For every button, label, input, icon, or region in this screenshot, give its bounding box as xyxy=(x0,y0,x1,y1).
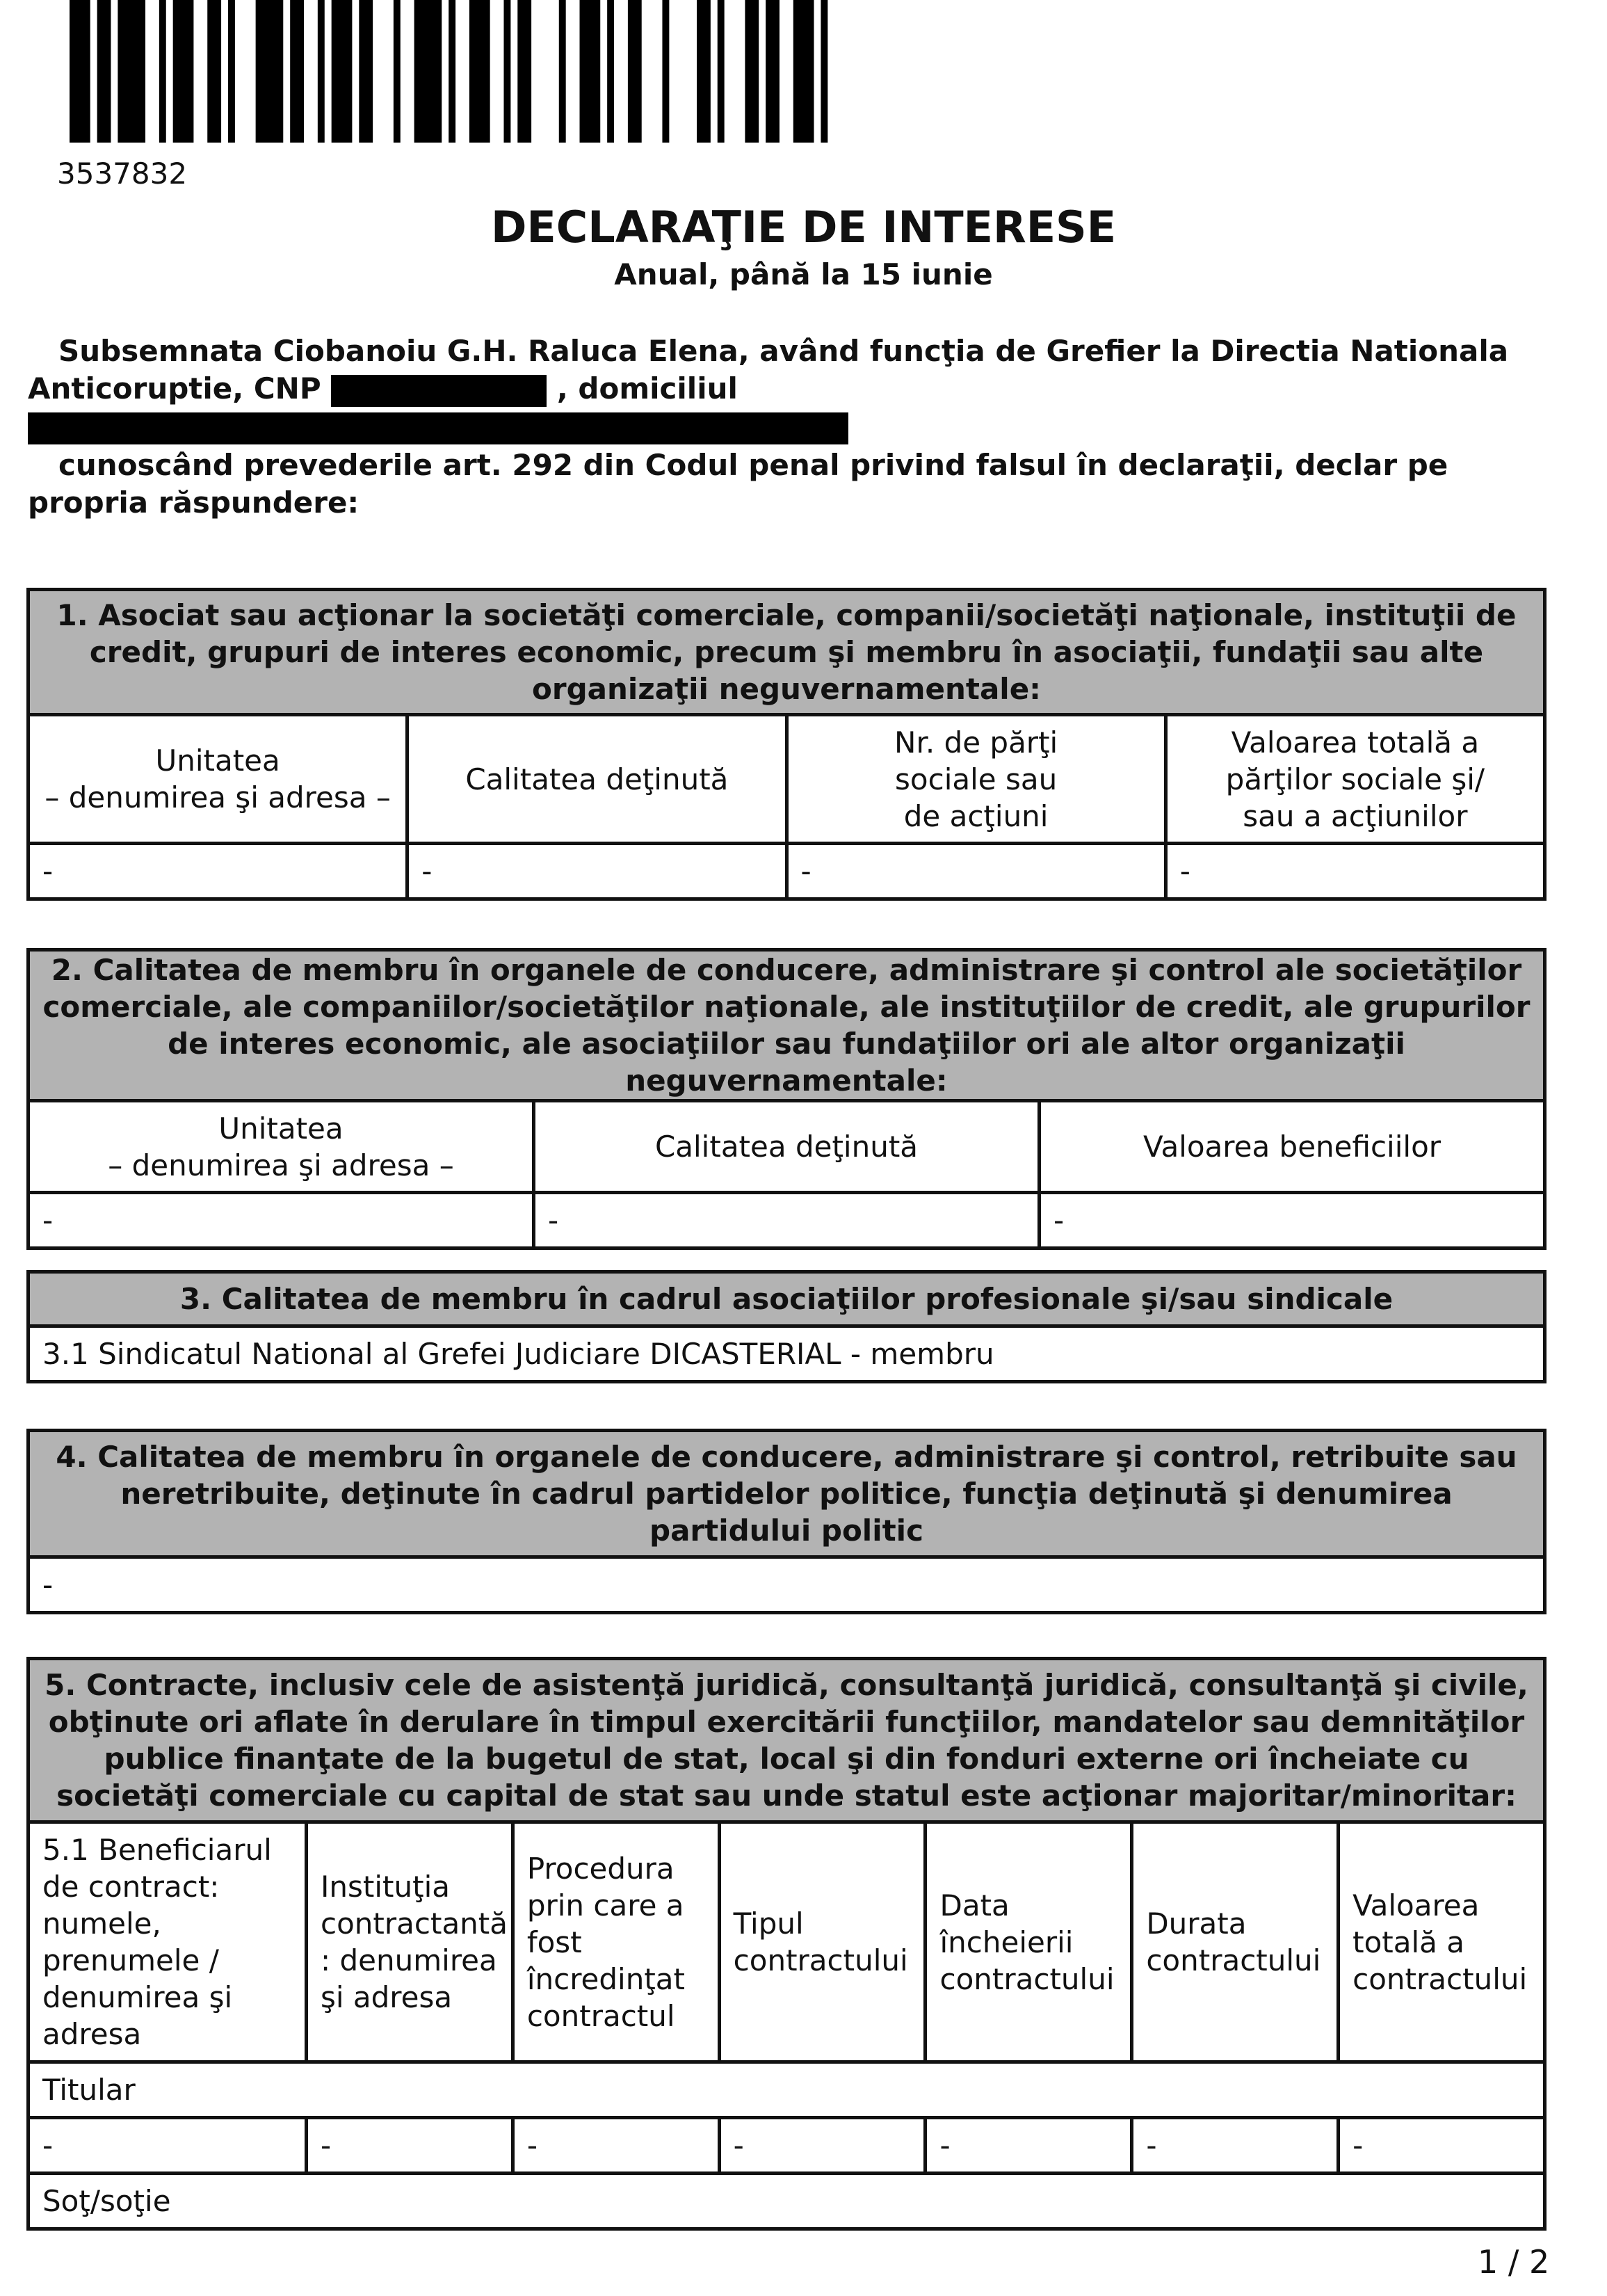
s5-titular-label: Titular xyxy=(29,2062,1545,2118)
section-1-title: 1. Asociat sau acţionar la societăţi comerciale, companii/societăţi naţionale, instituţii de credit, grupuri de interes economic, precum şi membru în asociaţii, fundaţii sau alte organizaţii neguvernamentale: xyxy=(29,590,1545,715)
s2-cell: - xyxy=(534,1193,1040,1249)
document-title: DECLARAŢIE DE INTERESE xyxy=(490,202,1117,252)
section-3-title: 3. Calitatea de membru în cadrul asociaţiilor profesionale şi/sau sindicale xyxy=(29,1272,1545,1326)
s2-cell: - xyxy=(1040,1193,1545,1249)
s5-cell: - xyxy=(307,2118,513,2174)
intro-text-1: Subsemnata Ciobanoiu G.H. Raluca Elena, având funcţia de Grefier la Directia Nationala xyxy=(58,334,1509,368)
s1-cell: - xyxy=(786,844,1165,899)
s5-cell: - xyxy=(29,2118,307,2174)
s1-cell: - xyxy=(1165,844,1544,899)
section-3-table xyxy=(26,1270,1547,1383)
s5-col-procedure: Procedura prin care a fost încredinţat contractul xyxy=(512,1822,719,2062)
s5-col-type: Tipul contractului xyxy=(719,1822,926,2062)
s2-cell: - xyxy=(29,1193,534,1249)
intro-text-4: cunoscând prevederile art. 292 din Codul penal privind falsul în declaraţii, declar pe propria răspundere: xyxy=(28,448,1448,520)
section-2-title: 2. Calitatea de membru în organele de conducere, administrare şi control ale societăţilor comerciale, ale companiilor/societăţilor naţionale, ale instituţiilor de credit, ale grupurilor de interes economic, ale asociaţiilor sau fundaţiilor ori ale altor organizaţii neguvernamentale: xyxy=(29,950,1545,1101)
intro-cnp-label: Anticoruptie, CNP xyxy=(28,371,321,406)
s5-col-beneficiary: 5.1 Beneficiarul de contract: numele, prenumele / denumirea şi adresa xyxy=(29,1822,307,2062)
s4-row: - xyxy=(29,1557,1545,1613)
s1-col-value: Valoarea totală a părţilor sociale şi/ sau a acţiunilor xyxy=(1165,715,1544,844)
section-4-table xyxy=(26,1429,1547,1614)
s5-col-duration: Durata contractului xyxy=(1132,1822,1339,2062)
section-5-table xyxy=(26,1657,1547,2231)
s1-cell: - xyxy=(29,844,407,899)
section-5-title: 5. Contracte, inclusiv cele de asistenţă juridică, consultanţă juridică, consultanţă şi civile, obţinute ori aflate în derulare în timpul exercitării funcţiilor, mandatelor sau demnităţilor publice finanţate de la bugetul de stat, local şi din fonduri externe ori încheiate cu societăţi comerciale cu capital de stat sau unde statul este acţionar majoritar/minoritar: xyxy=(29,1659,1545,1822)
s1-col-unit: Unitatea – denumirea şi adresa – xyxy=(29,715,407,844)
s5-col-institution: Instituţia contractantă : denumirea şi adresa xyxy=(307,1822,513,2062)
s5-cell: - xyxy=(926,2118,1132,2174)
barcode xyxy=(70,0,855,143)
section-4-title: 4. Calitatea de membru în organele de conducere, administrare şi control, retribuite sau neretribuite, deţinute în cadrul partidelor politice, funcţia deţinută şi denumirea partidului politic xyxy=(29,1431,1545,1557)
s5-cell: - xyxy=(512,2118,719,2174)
s5-cell: - xyxy=(1339,2118,1545,2174)
s5-cell: - xyxy=(1132,2118,1339,2174)
section-2-table xyxy=(26,948,1547,1250)
document-subtitle: Anual, până la 15 iunie xyxy=(614,257,993,291)
section-1-table xyxy=(26,588,1547,901)
intro-domicile-label: , domiciliul xyxy=(556,371,738,406)
page-number: 1 / 2 xyxy=(1478,2243,1550,2281)
s2-col-unit: Unitatea – denumirea şi adresa – xyxy=(29,1101,534,1193)
s1-col-quality: Calitatea deţinută xyxy=(407,715,786,844)
s2-col-benefits: Valoarea beneficiilor xyxy=(1040,1101,1545,1193)
barcode-number: 3537832 xyxy=(57,156,188,191)
redacted-cnp xyxy=(331,375,547,407)
intro-line-4 xyxy=(28,447,1551,522)
s1-cell: - xyxy=(407,844,786,899)
s3-row: 3.1 Sindicatul National al Grefei Judiciare DICASTERIAL - membru xyxy=(29,1326,1545,1382)
s5-col-value: Valoarea totală a contractului xyxy=(1339,1822,1545,2062)
intro-line-1 xyxy=(28,332,1551,370)
s5-spouse-label: Soţ/soţie xyxy=(29,2174,1545,2229)
s2-col-quality: Calitatea deţinută xyxy=(534,1101,1040,1193)
s1-col-shares: Nr. de părţi sociale sau de acţiuni xyxy=(786,715,1165,844)
redacted-address-continuation xyxy=(28,413,369,442)
s5-cell: - xyxy=(719,2118,926,2174)
s5-col-date: Data încheierii contractului xyxy=(926,1822,1132,2062)
